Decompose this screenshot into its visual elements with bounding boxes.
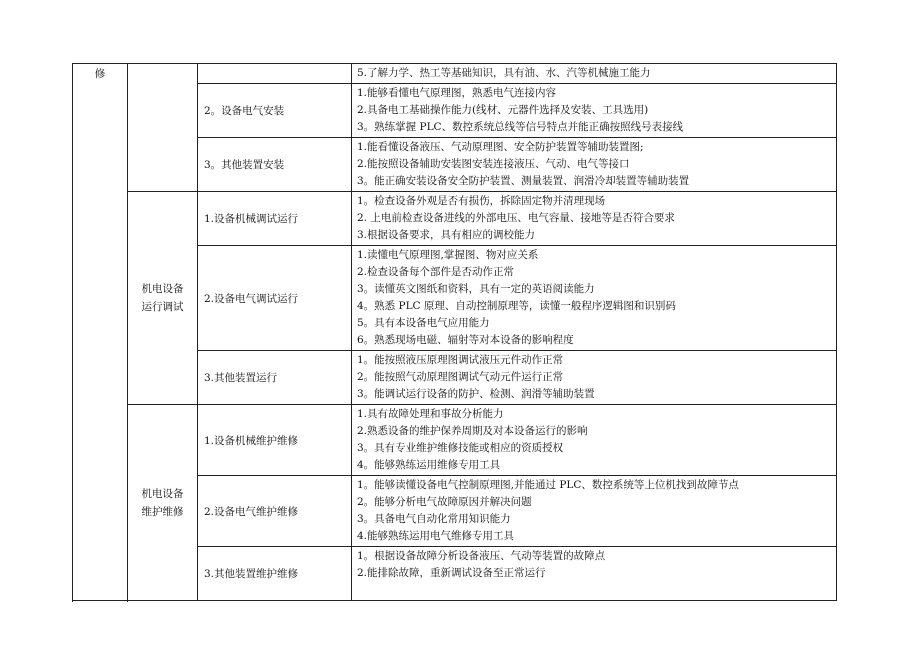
requirements-cell: 1.能够看懂电气原理图，熟悉电气连接内容 2.具备电工基础操作能力(线材、元器件选择及安装、工具选用) 3。熟练掌握 PLC、数控系统总线等信号特点并能正确按照线号表接线: [352, 84, 837, 138]
competency-table: [72, 63, 837, 601]
table-row: [73, 192, 837, 246]
item-cell: 1.设备机械维护维修: [198, 405, 352, 476]
requirements-cell: 1.能看懂设备液压、气动原理图、安全防护装置等辅助装置图; 2.能按照设备辅助安装图安装连接液压、气动、电气等接口 3。能正确安装设备安全防护装置、测量装置、润滑冷却装置等辅助装置: [352, 138, 837, 192]
item-cell: 2.设备电气维护维修: [198, 476, 352, 547]
item-cell: 2.设备电气调试运行: [198, 246, 352, 351]
item-cell: 2。设备电气安装: [198, 84, 352, 138]
requirements-cell: 1。能够读懂设备电气控制原理图,并能通过 PLC、数控系统等上位机找到故障节点 2。能够分析电气故障原因并解决问题 3。具备电气自动化常用知识能力 4.能够熟练运用电气维修专用工具: [352, 476, 837, 547]
item-cell: [198, 64, 352, 84]
category-char: 修: [94, 68, 106, 80]
item-cell: 3。其他装置安装: [198, 138, 352, 192]
item-cell: 1.设备机械调试运行: [198, 192, 352, 246]
requirements-cell: 1。根据设备故障分析设备液压、气动等装置的故障点 2.能排除故障，重新调试设备至正常运行: [352, 547, 837, 601]
requirements-cell: 1。检查设备外观是否有损伤，拆除固定物并清理现场 2. 上电前检查设备进线的外部电压、电气容量、接地等是否符合要求 3.根据设备要求，具有相应的调校能力: [352, 192, 837, 246]
table-row: [73, 64, 837, 84]
subcategory-cell: 机电设备 维护维修: [128, 405, 198, 601]
requirements-cell: 1。能按照液压原理图调试液压元件动作正常 2。能按照气动原理图调试气动元件运行正常 3。能调试运行设备的防护、检测、润滑等辅助装置: [352, 351, 837, 405]
requirements-cell: 5.了解力学、热工等基础知识，具有油、水、汽等机械施工能力: [352, 64, 837, 84]
subcategory-cell: 机电设备 运行调试: [128, 192, 198, 405]
item-cell: 3.其他装置维护维修: [198, 547, 352, 601]
subcategory-cell: [128, 64, 198, 192]
item-cell: 3.其他装置运行: [198, 351, 352, 405]
requirements-cell: 1.具有故障处理和事故分析能力 2.熟悉设备的维护保养周期及对本设备运行的影响 3。具有专业维护维修技能或相应的资质授权 4。能够熟练运用维修专用工具: [352, 405, 837, 476]
category-cell: [73, 64, 128, 601]
table-row: [73, 405, 837, 476]
requirements-cell: 1.读懂电气原理图,掌握图、物对应关系 2.检查设备每个部件是否动作正常 3。读懂英文图纸和资料，具有一定的英语阅读能力 4。熟悉 PLC 原理、自动控制原理等，读懂一般程序逻辑图和识别码 5。具有本设备电气应用能力 6。熟悉现场电磁、辐射等对本设备的影响程度: [352, 246, 837, 351]
